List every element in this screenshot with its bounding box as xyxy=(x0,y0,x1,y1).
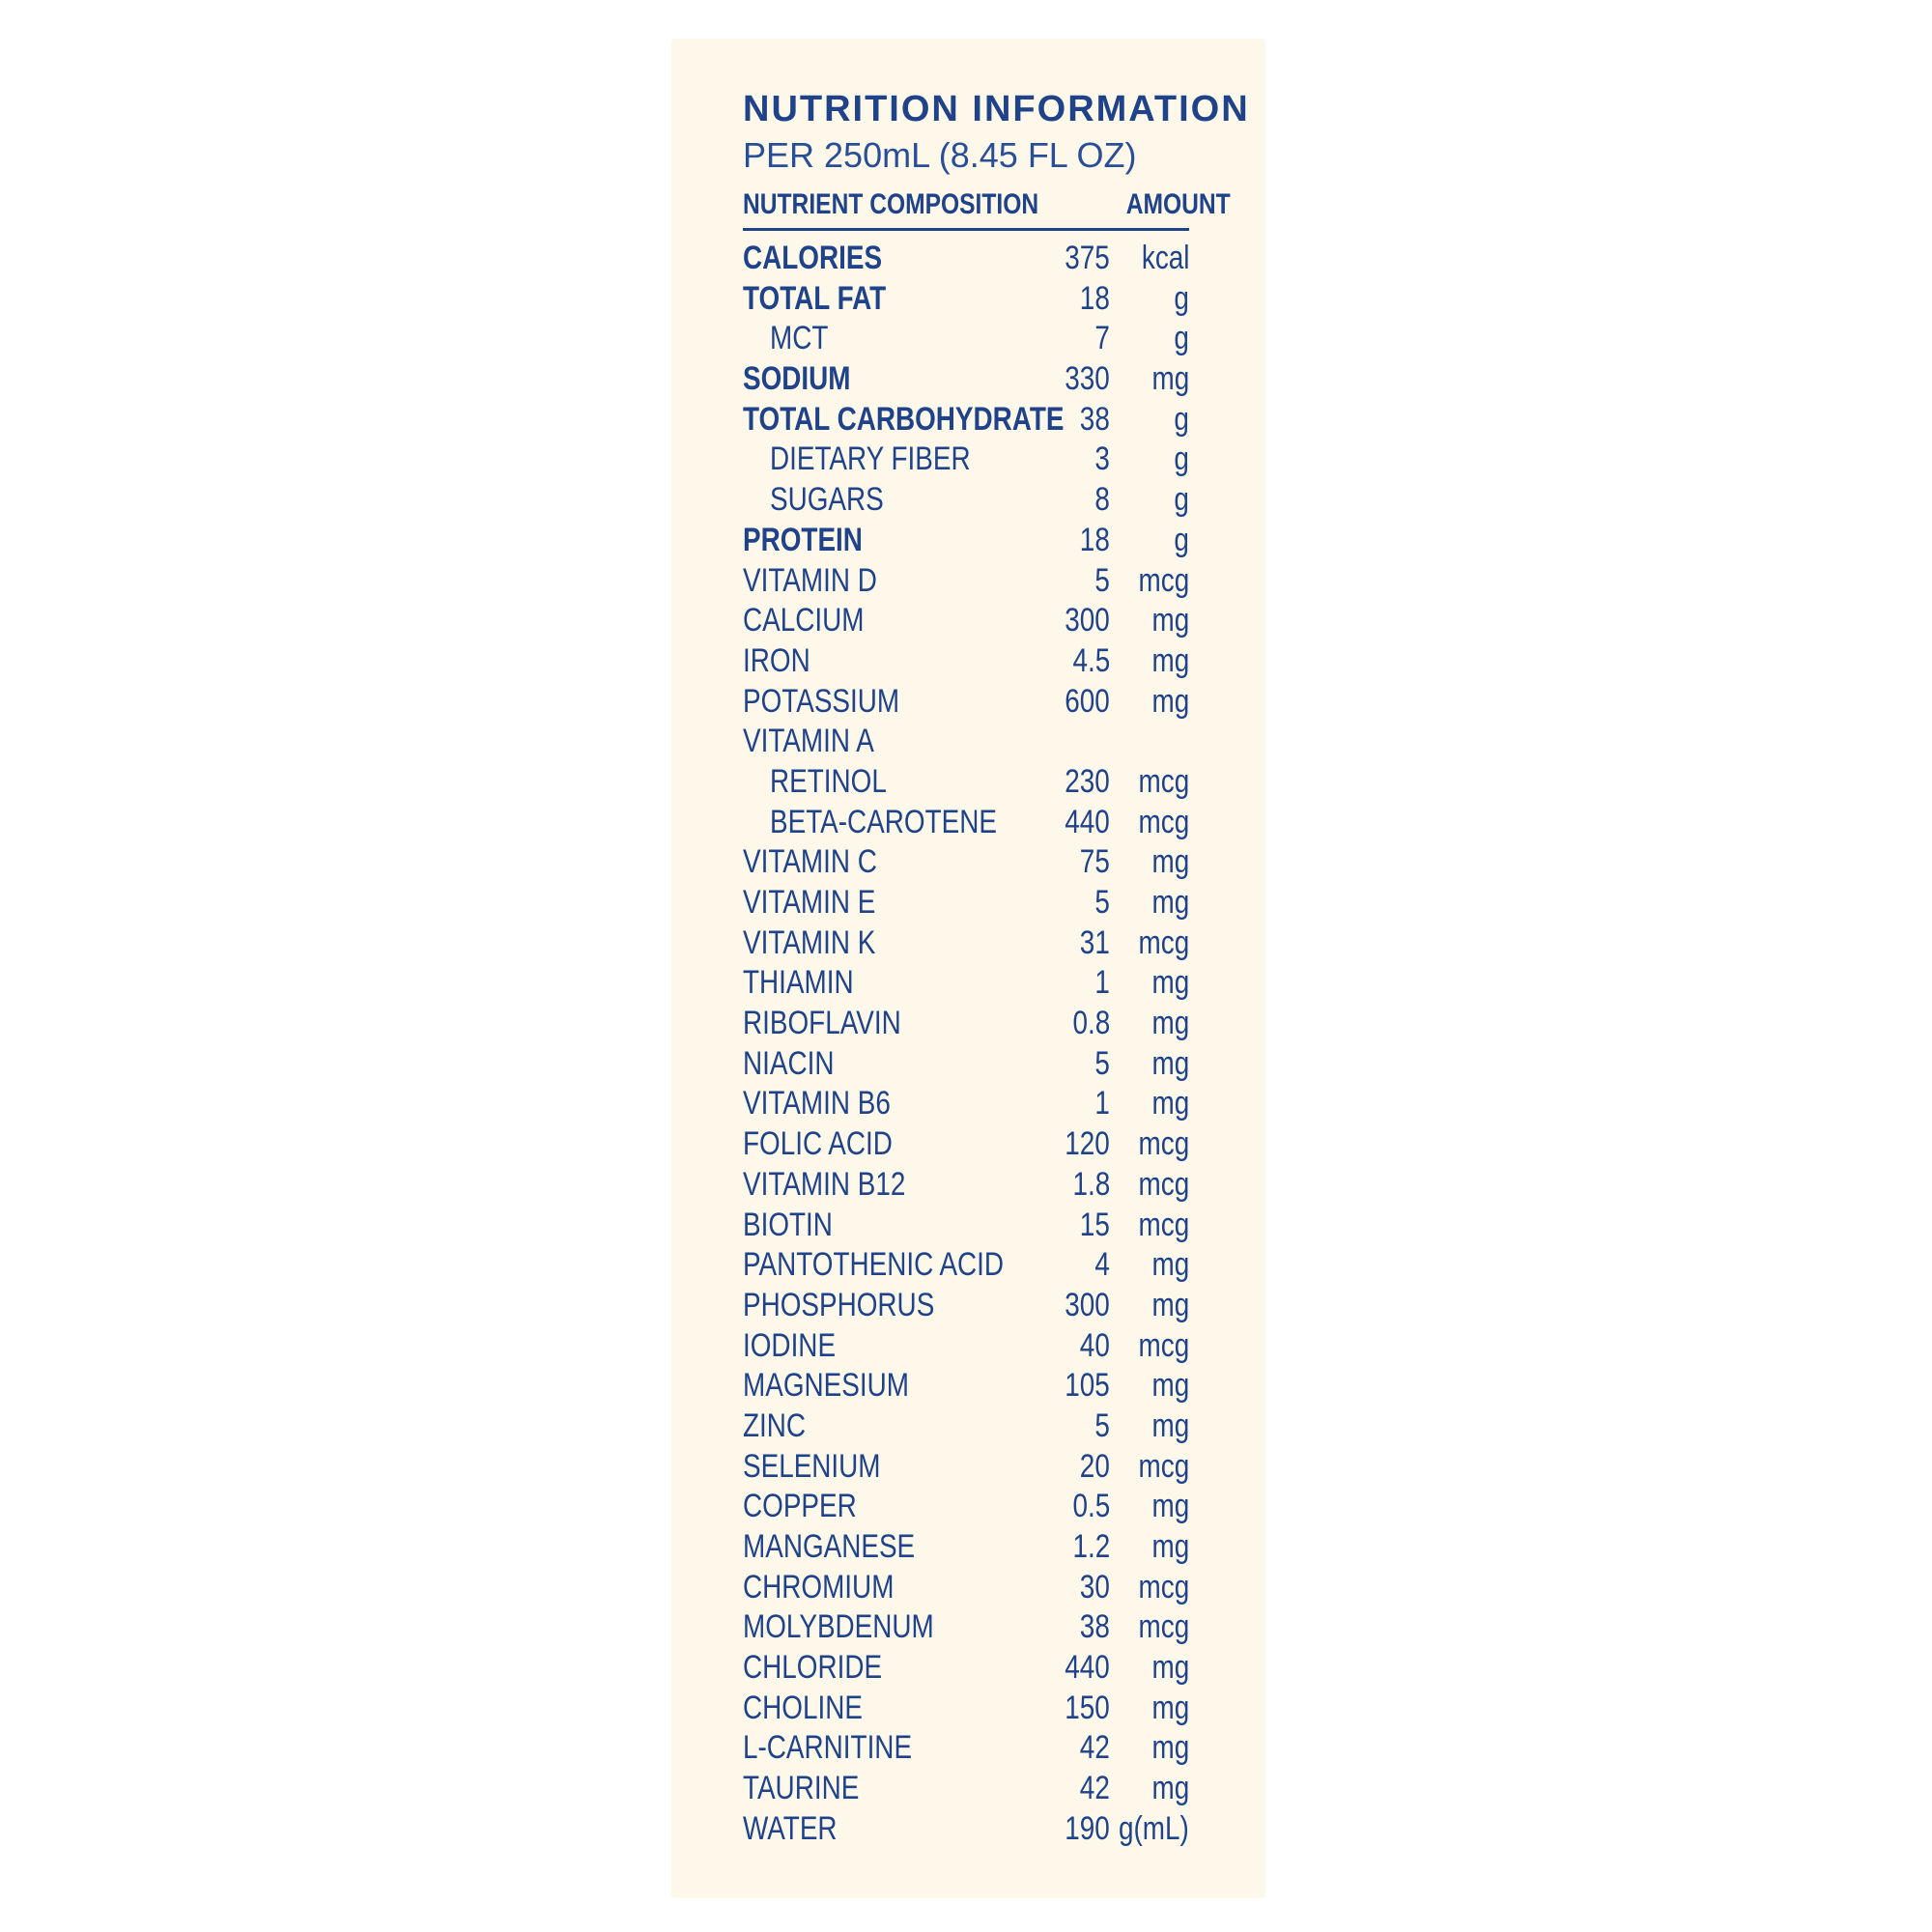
nutrient-amount: 5 xyxy=(1094,884,1110,921)
table-row xyxy=(743,1527,1189,1568)
table-row xyxy=(743,1728,1189,1769)
nutrition-label xyxy=(743,85,1250,1850)
nutrient-unit: mg xyxy=(1151,1488,1189,1525)
nutrient-name: PANTOTHENIC ACID xyxy=(743,1246,1005,1284)
nutrient-amount: 3 xyxy=(1094,440,1110,478)
table-row xyxy=(743,842,1189,883)
nutrient-amount: 0.5 xyxy=(1072,1488,1110,1525)
nutrient-amount: 1.2 xyxy=(1072,1528,1110,1565)
nutrient-amount: 375 xyxy=(1065,240,1110,276)
nutrient-name: PROTEIN xyxy=(743,521,863,558)
nutrient-unit: g xyxy=(1174,481,1189,519)
nutrient-name: TOTAL FAT xyxy=(743,279,887,317)
nutrient-unit: mg xyxy=(1151,1770,1189,1807)
nutrient-name: TOTAL CARBOHYDRATE xyxy=(743,400,1065,438)
table-row xyxy=(743,1406,1189,1447)
nutrient-name: RETINOL xyxy=(770,762,887,800)
nutrient-amount: 105 xyxy=(1065,1367,1110,1405)
nutrient-amount: 190 xyxy=(1065,1809,1110,1847)
nutrient-name: CALCIUM xyxy=(743,602,865,639)
nutrient-unit: g(mL) xyxy=(1119,1809,1189,1847)
nutrient-name: CALORIES xyxy=(743,240,883,276)
nutrient-amount: 440 xyxy=(1065,1649,1110,1687)
nutrient-amount: 120 xyxy=(1065,1125,1110,1163)
nutrient-amount: 150 xyxy=(1065,1689,1110,1726)
nutrient-amount: 0.8 xyxy=(1072,1005,1110,1042)
nutrient-amount: 42 xyxy=(1079,1770,1110,1807)
nutrient-amount: 4 xyxy=(1094,1246,1110,1284)
nutrient-unit: kcal xyxy=(1141,240,1189,276)
nutrient-amount: 600 xyxy=(1065,682,1110,720)
nutrient-name: MAGNESIUM xyxy=(743,1367,909,1405)
nutrient-amount: 42 xyxy=(1079,1729,1110,1767)
nutrient-unit: mcg xyxy=(1138,1206,1189,1243)
nutrient-amount: 40 xyxy=(1079,1326,1110,1364)
nutrient-amount: 7 xyxy=(1094,320,1110,357)
nutrient-unit: g xyxy=(1174,521,1189,558)
table-row xyxy=(743,1326,1189,1367)
table-row xyxy=(743,521,1189,561)
nutrient-name: BETA-CAROTENE xyxy=(770,803,997,840)
nutrient-amount: 330 xyxy=(1065,360,1110,398)
nutrient-amount: 300 xyxy=(1065,602,1110,639)
nutrient-name: NIACIN xyxy=(743,1044,835,1082)
nutrient-unit: mg xyxy=(1151,641,1189,679)
table-row xyxy=(743,762,1189,803)
table-header xyxy=(743,185,1231,231)
table-row xyxy=(743,239,1189,279)
nutrient-amount: 8 xyxy=(1094,481,1110,519)
nutrient-unit: mg xyxy=(1151,1286,1189,1323)
table-row xyxy=(743,279,1189,320)
table-row xyxy=(743,1124,1189,1165)
nutrient-unit: mcg xyxy=(1138,1608,1189,1646)
nutrient-amount: 4.5 xyxy=(1072,641,1110,679)
table-row xyxy=(743,1607,1189,1648)
nutrient-amount: 440 xyxy=(1065,803,1110,840)
table-row xyxy=(743,641,1189,682)
nutrient-amount: 18 xyxy=(1079,521,1110,558)
nutrient-amount: 31 xyxy=(1079,923,1110,961)
nutrient-unit: mg xyxy=(1151,1689,1189,1726)
nutrient-unit: mg xyxy=(1151,1246,1189,1284)
nutrient-unit: mg xyxy=(1151,1367,1189,1405)
table-row xyxy=(743,682,1189,723)
nutrient-unit: g xyxy=(1174,440,1189,478)
table-row xyxy=(743,1044,1189,1085)
table-row xyxy=(743,319,1189,359)
nutrient-name: SODIUM xyxy=(743,360,851,398)
nutrient-amount: 300 xyxy=(1065,1286,1110,1323)
nutrient-amount: 20 xyxy=(1079,1447,1110,1485)
nutrient-amount: 5 xyxy=(1094,1044,1110,1082)
nutrient-name: VITAMIN D xyxy=(743,561,877,599)
nutrient-amount: 75 xyxy=(1079,843,1110,881)
nutrient-unit: mg xyxy=(1151,1005,1189,1042)
nutrient-unit: mcg xyxy=(1138,1165,1189,1203)
nutrient-unit: mcg xyxy=(1138,1326,1189,1364)
nutrient-unit: mcg xyxy=(1138,1447,1189,1485)
nutrient-amount: 1 xyxy=(1094,1085,1110,1122)
nutrient-name: THIAMIN xyxy=(743,964,854,1002)
nutrient-unit: mg xyxy=(1151,1528,1189,1565)
nutrient-name: VITAMIN K xyxy=(743,923,876,961)
nutrient-name: VITAMIN B12 xyxy=(743,1165,906,1203)
nutrient-unit: mcg xyxy=(1138,803,1189,840)
table-row xyxy=(743,601,1189,641)
nutrient-table xyxy=(743,239,1189,1850)
nutrient-unit: g xyxy=(1174,400,1189,438)
nutrient-amount: 1 xyxy=(1094,964,1110,1002)
nutrient-name: COPPER xyxy=(743,1488,857,1525)
nutrient-name: MOLYBDENUM xyxy=(743,1608,934,1646)
nutrient-unit: g xyxy=(1174,279,1189,317)
table-row xyxy=(743,1648,1189,1689)
nutrient-amount: 38 xyxy=(1079,400,1110,438)
nutrient-amount: 38 xyxy=(1079,1608,1110,1646)
nutrient-name: MCT xyxy=(770,320,829,357)
table-row xyxy=(743,1165,1189,1206)
table-row xyxy=(743,1487,1189,1527)
nutrient-unit: mcg xyxy=(1138,561,1189,599)
nutrient-name: WATER xyxy=(743,1809,838,1847)
nutrient-unit: mg xyxy=(1151,360,1189,398)
table-row xyxy=(743,1568,1189,1608)
nutrient-unit: mcg xyxy=(1138,923,1189,961)
table-row xyxy=(743,963,1189,1004)
nutrient-name: CHOLINE xyxy=(743,1689,863,1726)
nutrient-amount: 5 xyxy=(1094,1406,1110,1444)
nutrient-amount: 1.8 xyxy=(1072,1165,1110,1203)
table-row xyxy=(743,1689,1189,1729)
nutrient-unit: g xyxy=(1174,320,1189,357)
table-row xyxy=(743,1447,1189,1488)
nutrient-name: L-CARNITINE xyxy=(743,1729,913,1767)
nutrient-name: POTASSIUM xyxy=(743,682,900,720)
nutrient-unit: mg xyxy=(1151,1044,1189,1082)
table-row xyxy=(743,1769,1189,1809)
table-row xyxy=(743,1245,1189,1286)
nutrient-amount: 30 xyxy=(1079,1568,1110,1605)
nutrient-unit: mg xyxy=(1151,1649,1189,1687)
nutrient-unit: mg xyxy=(1151,602,1189,639)
nutrient-name: FOLIC ACID xyxy=(743,1125,893,1163)
nutrient-unit: mg xyxy=(1151,884,1189,921)
nutrient-unit: mg xyxy=(1151,1729,1189,1767)
table-row xyxy=(743,1809,1189,1850)
table-row xyxy=(743,1366,1189,1406)
nutrient-unit: mg xyxy=(1151,843,1189,881)
nutrient-name: TAURINE xyxy=(743,1770,860,1807)
nutrient-unit: mcg xyxy=(1138,762,1189,800)
nutrient-amount: 15 xyxy=(1079,1206,1110,1243)
nutrient-name: MANGANESE xyxy=(743,1528,916,1565)
nutrient-name: IODINE xyxy=(743,1326,837,1364)
table-row xyxy=(743,1004,1189,1044)
table-row xyxy=(743,883,1189,923)
nutrient-name: CHLORIDE xyxy=(743,1649,883,1687)
nutrient-amount: 230 xyxy=(1065,762,1110,800)
nutrient-name: VITAMIN C xyxy=(743,843,877,881)
column-header-amount: AMOUNT xyxy=(1126,188,1231,220)
nutrient-unit: mcg xyxy=(1138,1568,1189,1605)
table-row xyxy=(743,359,1189,400)
table-row xyxy=(743,400,1189,440)
nutrient-name: BIOTIN xyxy=(743,1206,833,1243)
column-header-nutrient: NUTRIENT COMPOSITION xyxy=(743,188,1039,220)
table-row xyxy=(743,480,1189,521)
nutrient-unit: mg xyxy=(1151,964,1189,1002)
nutrient-name: DIETARY FIBER xyxy=(770,440,971,478)
nutrient-name: CHROMIUM xyxy=(743,1568,895,1605)
table-row xyxy=(743,1286,1189,1326)
label-title: NUTRITION INFORMATION xyxy=(743,89,1250,129)
nutrient-name: IRON xyxy=(743,641,810,679)
table-row xyxy=(743,1206,1189,1246)
nutrient-unit: mg xyxy=(1151,682,1189,720)
label-subtitle: PER 250mL (8.45 FL OZ) xyxy=(743,135,1137,175)
nutrient-unit: mcg xyxy=(1138,1125,1189,1163)
table-row xyxy=(743,440,1189,480)
nutrient-name: VITAMIN B6 xyxy=(743,1085,891,1122)
nutrient-name: SUGARS xyxy=(770,481,884,519)
nutrient-unit: mg xyxy=(1151,1406,1189,1444)
table-row xyxy=(743,722,1189,762)
nutrient-name: RIBOFLAVIN xyxy=(743,1005,901,1042)
table-row xyxy=(743,923,1189,964)
table-row xyxy=(743,1084,1189,1124)
nutrient-name: PHOSPHORUS xyxy=(743,1286,935,1323)
nutrient-amount: 5 xyxy=(1094,561,1110,599)
nutrient-name: SELENIUM xyxy=(743,1447,881,1485)
nutrient-unit: mg xyxy=(1151,1085,1189,1122)
table-row xyxy=(743,803,1189,843)
nutrient-name: VITAMIN A xyxy=(743,723,874,760)
table-row xyxy=(743,561,1189,602)
nutrient-name: VITAMIN E xyxy=(743,884,876,921)
nutrient-amount: 18 xyxy=(1079,279,1110,317)
nutrient-name: ZINC xyxy=(743,1406,807,1444)
